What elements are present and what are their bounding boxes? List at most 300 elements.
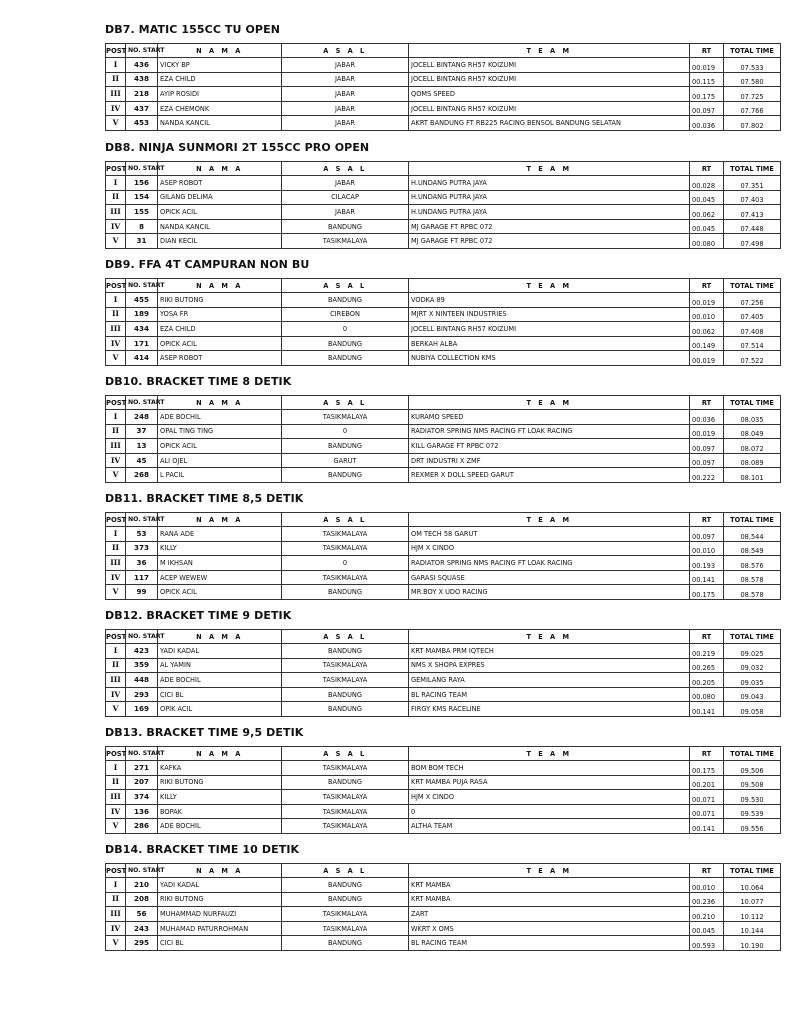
results-section [105,608,774,717]
position-cell: I [106,293,126,308]
rider-name-cell: YOSA FR [158,307,282,322]
start-number-cell: 373 [126,541,158,556]
start-number-cell: 208 [126,892,158,907]
team-cell: VODKA 89 [409,293,690,308]
team-cell: RADIATOR SPRING NMS RACING FT LOAK RACING [409,556,690,571]
position-cell: III [106,439,126,454]
total-time-cell: 08.072 [724,439,781,454]
team-cell: GEMILANG RAYA [409,673,690,688]
position-cell: III [106,673,126,688]
start-number-cell: 268 [126,468,158,483]
total-time-cell: 07.802 [724,116,781,131]
position-cell: II [106,424,126,439]
position-cell: IV [106,570,126,585]
total-time-cell: 07.405 [724,307,781,322]
position-cell: V [106,585,126,600]
table-row [106,819,781,834]
column-header-pos: POST [106,162,126,176]
total-time-cell: 07.533 [724,58,781,73]
position-cell: I [106,527,126,542]
column-header-nama: N A M A [158,747,282,761]
start-number-cell: 37 [126,424,158,439]
reaction-time-cell: 00.097 [690,439,724,454]
table-row [106,761,781,776]
column-header-asal: A S A L [282,864,409,878]
reaction-time-cell: 00.019 [690,351,724,366]
column-header-team: T E A M [409,279,690,293]
column-header-pos: POST [106,864,126,878]
reaction-time-cell: 00.175 [690,87,724,102]
position-cell: II [106,892,126,907]
total-time-cell: 09.506 [724,761,781,776]
start-number-cell: 169 [126,702,158,717]
origin-cell: CIREBON [282,307,409,322]
column-header-pos: POST [106,630,126,644]
start-number-cell: 53 [126,527,158,542]
start-number-cell: 155 [126,205,158,220]
start-number-cell: 436 [126,58,158,73]
origin-cell: CILACAP [282,190,409,205]
start-number-cell: 156 [126,176,158,191]
reaction-time-cell: 00.141 [690,702,724,717]
team-cell: ALTHA TEAM [409,819,690,834]
total-time-cell: 09.556 [724,819,781,834]
total-time-cell: 09.508 [724,775,781,790]
rider-name-cell: YADI KADAL [158,878,282,893]
total-time-cell: 07.580 [724,72,781,87]
start-number-cell: 218 [126,87,158,102]
table-row [106,219,781,234]
total-time-cell: 09.032 [724,658,781,673]
table-row [106,892,781,907]
total-time-cell: 09.530 [724,790,781,805]
team-cell: MJRT X NINTEEN INDUSTRIES [409,307,690,322]
column-header-pos: POST [106,279,126,293]
team-cell: MJ GARAGE FT RPBC 072 [409,234,690,249]
column-header-nama: N A M A [158,630,282,644]
reaction-time-cell: 00.097 [690,527,724,542]
column-header-tt: TOTAL TIME [724,513,781,527]
position-cell: III [106,322,126,337]
section-title: DB12. BRACKET TIME 9 DETIK [105,609,292,622]
start-number-cell: 13 [126,439,158,454]
total-time-cell: 08.101 [724,468,781,483]
rider-name-cell: EZA CHILD [158,322,282,337]
start-number-cell: 154 [126,190,158,205]
team-cell: JOCELL BINTANG RH57 KOIZUMI [409,58,690,73]
column-header-no: NO. START [126,747,158,761]
total-time-cell: 08.576 [724,556,781,571]
column-header-team: T E A M [409,44,690,58]
section-title: DB13. BRACKET TIME 9,5 DETIK [105,726,304,739]
reaction-time-cell: 00.010 [690,541,724,556]
reaction-time-cell: 00.097 [690,453,724,468]
reaction-time-cell: 00.071 [690,790,724,805]
origin-cell: TASIKMALAYA [282,234,409,249]
rider-name-cell: CICI BL [158,936,282,951]
column-header-rt: RT [690,396,724,410]
table-row [106,658,781,673]
rider-name-cell: OPICK ACIL [158,585,282,600]
column-header-team: T E A M [409,396,690,410]
column-header-no: NO. START [126,396,158,410]
results-table [105,278,781,366]
results-section [105,374,774,483]
total-time-cell: 10.190 [724,936,781,951]
table-row [106,687,781,702]
reaction-time-cell: 00.019 [690,424,724,439]
position-cell: IV [106,453,126,468]
position-cell: V [106,116,126,131]
column-header-pos: POST [106,747,126,761]
table-row [106,58,781,73]
total-time-cell: 07.256 [724,293,781,308]
reaction-time-cell: 00.149 [690,336,724,351]
reaction-time-cell: 00.010 [690,307,724,322]
section-title: DB11. BRACKET TIME 8,5 DETIK [105,492,304,505]
rider-name-cell: VICKY BP [158,58,282,73]
position-cell: IV [106,804,126,819]
table-row [106,336,781,351]
team-cell: H.UNDANG PUTRA JAYA [409,190,690,205]
origin-cell: 0 [282,322,409,337]
rider-name-cell: OPICK ACIL [158,336,282,351]
reaction-time-cell: 00.205 [690,673,724,688]
position-cell: I [106,58,126,73]
rider-name-cell: ADE BOCHIL [158,410,282,425]
column-header-pos: POST [106,513,126,527]
team-cell: GARASI SQUASE [409,570,690,585]
start-number-cell: 359 [126,658,158,673]
column-header-nama: N A M A [158,864,282,878]
column-header-team: T E A M [409,513,690,527]
column-header-no: NO. START [126,513,158,527]
section-title: DB7. MATIC 155CC TU OPEN [105,23,281,36]
section-title: DB10. BRACKET TIME 8 DETIK [105,375,292,388]
reaction-time-cell: 00.201 [690,775,724,790]
origin-cell: TASIKMALAYA [282,410,409,425]
table-row [106,775,781,790]
section-title: DB9. FFA 4T CAMPURAN NON BU [105,258,310,271]
rider-name-cell: L PACIL [158,468,282,483]
team-cell: HJM X CINDO [409,541,690,556]
origin-cell: JABAR [282,87,409,102]
reaction-time-cell: 00.080 [690,234,724,249]
position-cell: I [106,644,126,659]
start-number-cell: 295 [126,936,158,951]
table-row [106,585,781,600]
column-header-asal: A S A L [282,162,409,176]
total-time-cell: 07.766 [724,101,781,116]
total-time-cell: 09.025 [724,644,781,659]
reaction-time-cell: 00.141 [690,570,724,585]
rider-name-cell: GILANG DELIMA [158,190,282,205]
origin-cell: BANDUNG [282,878,409,893]
start-number-cell: 117 [126,570,158,585]
rider-name-cell: MUHAMAD PATURROHMAN [158,921,282,936]
reaction-time-cell: 00.019 [690,58,724,73]
results-table [105,512,781,600]
column-header-no: NO. START [126,630,158,644]
rider-name-cell: ACEP WEWEW [158,570,282,585]
results-section [105,725,774,834]
team-cell: RADIATOR SPRING NMS RACING FT LOAK RACING [409,424,690,439]
position-cell: I [106,878,126,893]
total-time-cell: 07.514 [724,336,781,351]
table-row [106,351,781,366]
table-header-row [106,630,781,644]
reaction-time-cell: 00.062 [690,205,724,220]
column-header-nama: N A M A [158,279,282,293]
start-number-cell: 374 [126,790,158,805]
column-header-team: T E A M [409,864,690,878]
results-table [105,629,781,717]
team-cell: KRT MAMBA [409,878,690,893]
position-cell: II [106,307,126,322]
start-number-cell: 36 [126,556,158,571]
start-number-cell: 434 [126,322,158,337]
results-section [105,257,774,366]
rider-name-cell: OPICK ACIL [158,439,282,454]
origin-cell: BANDUNG [282,585,409,600]
total-time-cell: 08.089 [724,453,781,468]
start-number-cell: 286 [126,819,158,834]
start-number-cell: 210 [126,878,158,893]
total-time-cell: 07.448 [724,219,781,234]
start-number-cell: 45 [126,453,158,468]
table-row [106,424,781,439]
total-time-cell: 07.408 [724,322,781,337]
total-time-cell: 10.064 [724,878,781,893]
column-header-pos: POST [106,396,126,410]
column-header-team: T E A M [409,630,690,644]
reaction-time-cell: 00.071 [690,804,724,819]
reaction-time-cell: 00.265 [690,658,724,673]
position-cell: V [106,936,126,951]
table-header-row [106,747,781,761]
column-header-no: NO. START [126,279,158,293]
team-cell: JOCELL BINTANG RH57 KOIZUMI [409,322,690,337]
start-number-cell: 99 [126,585,158,600]
table-row [106,527,781,542]
reaction-time-cell: 00.115 [690,72,724,87]
reaction-time-cell: 00.222 [690,468,724,483]
start-number-cell: 448 [126,673,158,688]
team-cell: H.UNDANG PUTRA JAYA [409,205,690,220]
table-row [106,234,781,249]
results-table [105,43,781,131]
rider-name-cell: OPICK ACIL [158,205,282,220]
position-cell: IV [106,219,126,234]
rider-name-cell: AL YAMIN [158,658,282,673]
rider-name-cell: CICI BL [158,687,282,702]
results-table [105,395,781,483]
team-cell: H.UNDANG PUTRA JAYA [409,176,690,191]
position-cell: II [106,72,126,87]
team-cell: BERKAH ALBA [409,336,690,351]
table-header-row [106,864,781,878]
rider-name-cell: RIKI BUTONG [158,775,282,790]
total-time-cell: 07.403 [724,190,781,205]
origin-cell: JABAR [282,176,409,191]
team-cell: HJM X CINDO [409,790,690,805]
origin-cell: BANDUNG [282,468,409,483]
table-row [106,293,781,308]
column-header-asal: A S A L [282,630,409,644]
team-cell: REXMER X DOLL SPEED GARUT [409,468,690,483]
origin-cell: 0 [282,424,409,439]
position-cell: IV [106,336,126,351]
origin-cell: JABAR [282,101,409,116]
position-cell: III [106,556,126,571]
reaction-time-cell: 00.175 [690,761,724,776]
reaction-time-cell: 00.036 [690,410,724,425]
origin-cell: TASIKMALAYA [282,819,409,834]
team-cell: FIRGY KMS RACELINE [409,702,690,717]
start-number-cell: 437 [126,101,158,116]
start-number-cell: 243 [126,921,158,936]
rider-name-cell: NANDA KANCIL [158,219,282,234]
table-header-row [106,513,781,527]
rider-name-cell: NANDA KANCIL [158,116,282,131]
column-header-rt: RT [690,162,724,176]
table-row [106,921,781,936]
table-row [106,907,781,922]
table-row [106,322,781,337]
total-time-cell: 09.058 [724,702,781,717]
origin-cell: JABAR [282,58,409,73]
rider-name-cell: RIKI BUTONG [158,293,282,308]
position-cell: II [106,658,126,673]
origin-cell: TASIKMALAYA [282,907,409,922]
rider-name-cell: DIAN KECIL [158,234,282,249]
reaction-time-cell: 00.045 [690,219,724,234]
table-row [106,116,781,131]
total-time-cell: 08.578 [724,570,781,585]
column-header-asal: A S A L [282,279,409,293]
origin-cell: TASIKMALAYA [282,527,409,542]
table-row [106,702,781,717]
team-cell: JOCELL BINTANG RH57 KOIZUMI [409,72,690,87]
rider-name-cell: EZA CHILD [158,72,282,87]
total-time-cell: 09.539 [724,804,781,819]
team-cell: QOMS SPEED [409,87,690,102]
team-cell: ZART [409,907,690,922]
rider-name-cell: ALI OJEL [158,453,282,468]
reaction-time-cell: 00.080 [690,687,724,702]
origin-cell: GARUT [282,453,409,468]
origin-cell: BANDUNG [282,702,409,717]
origin-cell: TASIKMALAYA [282,790,409,805]
rider-name-cell: EZA CHEMONK [158,101,282,116]
position-cell: V [106,351,126,366]
team-cell: MR.BOY X UDO RACING [409,585,690,600]
table-row [106,673,781,688]
column-header-nama: N A M A [158,396,282,410]
position-cell: V [106,234,126,249]
reaction-time-cell: 00.010 [690,878,724,893]
rider-name-cell: YADI KADAL [158,644,282,659]
start-number-cell: 136 [126,804,158,819]
rider-name-cell: ADE BOCHIL [158,673,282,688]
total-time-cell: 08.049 [724,424,781,439]
table-row [106,87,781,102]
rider-name-cell: ASEP ROBOT [158,351,282,366]
origin-cell: BANDUNG [282,687,409,702]
reaction-time-cell: 00.097 [690,101,724,116]
origin-cell: TASIKMALAYA [282,570,409,585]
results-section [105,491,774,600]
results-section [105,140,774,249]
total-time-cell: 08.549 [724,541,781,556]
origin-cell: BANDUNG [282,219,409,234]
reaction-time-cell: 00.593 [690,936,724,951]
origin-cell: TASIKMALAYA [282,673,409,688]
rider-name-cell: OPAL TING TING [158,424,282,439]
rider-name-cell: KILLY [158,541,282,556]
rider-name-cell: M IKHSAN [158,556,282,571]
column-header-asal: A S A L [282,44,409,58]
position-cell: III [106,87,126,102]
reaction-time-cell: 00.175 [690,585,724,600]
start-number-cell: 189 [126,307,158,322]
section-title: DB8. NINJA SUNMORI 2T 155CC PRO OPEN [105,141,370,154]
table-row [106,644,781,659]
results-table [105,746,781,834]
start-number-cell: 271 [126,761,158,776]
team-cell: KRT MAMBA PRM IQTECH [409,644,690,659]
total-time-cell: 09.043 [724,687,781,702]
reaction-time-cell: 00.141 [690,819,724,834]
origin-cell: BANDUNG [282,936,409,951]
origin-cell: 0 [282,556,409,571]
position-cell: V [106,819,126,834]
origin-cell: TASIKMALAYA [282,541,409,556]
rider-name-cell: BOPAK [158,804,282,819]
table-row [106,72,781,87]
team-cell: MJ GARAGE FT RPBC 072 [409,219,690,234]
table-row [106,556,781,571]
total-time-cell: 09.035 [724,673,781,688]
column-header-nama: N A M A [158,513,282,527]
team-cell: AKRT BANDUNG FT RB225 RACING BENSOL BANDUNG SELATAN [409,116,690,131]
column-header-tt: TOTAL TIME [724,396,781,410]
start-number-cell: 414 [126,351,158,366]
column-header-asal: A S A L [282,396,409,410]
team-cell: 0 [409,804,690,819]
start-number-cell: 8 [126,219,158,234]
total-time-cell: 10.077 [724,892,781,907]
total-time-cell: 07.413 [724,205,781,220]
team-cell: BL RACING TEAM [409,687,690,702]
total-time-cell: 10.144 [724,921,781,936]
total-time-cell: 10.112 [724,907,781,922]
column-header-tt: TOTAL TIME [724,630,781,644]
team-cell: NUBIYA COLLECTION KMS [409,351,690,366]
table-row [106,410,781,425]
table-row [106,468,781,483]
column-header-asal: A S A L [282,747,409,761]
position-cell: II [106,190,126,205]
table-header-row [106,162,781,176]
table-row [106,101,781,116]
total-time-cell: 08.578 [724,585,781,600]
start-number-cell: 438 [126,72,158,87]
origin-cell: TASIKMALAYA [282,761,409,776]
column-header-rt: RT [690,279,724,293]
position-cell: II [106,541,126,556]
rider-name-cell: RANA ADE [158,527,282,542]
